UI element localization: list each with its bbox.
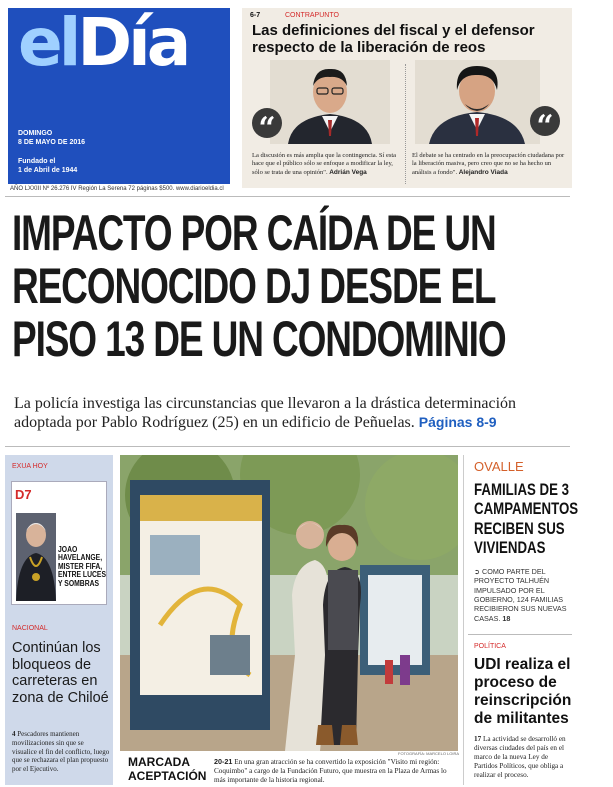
quote-icon: “: [252, 108, 282, 138]
fiscal-quote-text: La discusión es más amplia que la contingencia. Sí esta hace que el público sólo se enfoque a modificar la ley, sólo se trata de una opinión".: [252, 152, 397, 176]
headline-line: RECONOCIDO DJ DESDE EL: [12, 258, 496, 314]
defensor-portrait-image: [415, 60, 540, 144]
contrapunto-pages: 6-7: [250, 12, 261, 19]
main-headline[interactable]: [12, 207, 574, 366]
issue-date: [18, 130, 85, 148]
photo-caption-pages: 20-21: [214, 757, 233, 766]
chiloe-page: 4: [12, 730, 16, 738]
exhibition-photo-image: [120, 455, 458, 751]
main-pages-link[interactable]: Páginas 8-9: [418, 414, 497, 431]
defensor-name: Alejandro Viada: [458, 168, 508, 176]
ovalle-kicker: OVALLE: [474, 459, 524, 474]
udi-page: 17: [474, 735, 482, 743]
viviendas-summary-text: COMO PARTE DEL PROYECTO TALHUÉN IMPULSADO POR EL GOBIERNO, 124 FAMILIAS RECIBIERON SUS NUEVAS CASAS.: [474, 567, 567, 623]
viviendas-page: 18: [502, 613, 511, 623]
contrapunto-title[interactable]: Las definiciones del fiscal y el defensor respecto de la liberación de reos: [252, 22, 535, 56]
logo-dia: Día: [77, 4, 188, 81]
logo-el: el: [18, 4, 78, 81]
supplement-kicker: EXUA HOY: [12, 463, 48, 470]
founded-note: [18, 158, 77, 176]
chiloe-summary-text: Pescadores mantienen movilizaciones sin que se visualice el fin del conflicto, luego que se rechazara el plan propuesto por el Ejecutivo.: [12, 730, 110, 773]
photo-caption-text: En una gran atracción se ha convertido la exposición "Visito mi región: Coquimbo" a cargo de la Fundación Futuro, que muestra en la Plaza de Armas lo más importante de la historia regional.: [214, 758, 447, 784]
main-deck: [14, 394, 574, 432]
issue-meta: AÑO LXXIII Nº 26.276 IV Región La Serena 72 páginas $500. www.diarioeldia.cl: [10, 186, 224, 192]
column-divider: [463, 455, 464, 785]
chiloe-summary: [12, 730, 110, 774]
fiscal-name: Adrián Vega: [329, 168, 367, 176]
havelange-photo-image: [16, 513, 56, 601]
headline-line: PISO 13 DE UN CONDOMINIO: [12, 311, 506, 367]
contrapunto-kicker: CONTRAPUNTO: [285, 12, 339, 19]
nacional-kicker: NACIONAL: [12, 625, 48, 632]
arrow-icon: ➲: [474, 567, 481, 576]
photo-caption-title[interactable]: MARCADA ACEPTACIÓN: [128, 755, 207, 783]
udi-headline[interactable]: UDI realiza el proceso de reinscripción de militantes: [474, 656, 572, 727]
politica-kicker: POLÍTICA: [474, 643, 506, 650]
divider: [468, 634, 572, 635]
photo-credit: FOTOGRAFÍA: MARCELO LOIRA: [398, 751, 460, 756]
founded-line-1: Fundado el: [18, 158, 56, 165]
defensor-quote: [412, 152, 568, 177]
defensor-quote-text: El debate se ha centrado en la preocupación ciudadana por la liberación masiva, pero creo que no se ha hecho un análisis a fondo".: [412, 152, 565, 176]
issue-day: DOMINGO: [18, 130, 53, 137]
fiscal-quote: [252, 152, 397, 177]
udi-summary-text: La actividad se desarrolló en diversas ciudades del país en el marco de la nueva Ley de Partidos Políticos, que obliga a realizar el proceso.: [474, 735, 566, 779]
founded-line-2: 1 de Abril de 1944: [18, 166, 78, 174]
fiscal-portrait-image: [270, 60, 390, 144]
fiscal-portrait: [270, 60, 390, 144]
exhibition-photo[interactable]: [120, 455, 458, 751]
newspaper-logo: [18, 4, 188, 81]
issue-full-date: 8 DE MAYO DE 2016: [18, 138, 86, 146]
d7-headline: JOAO HAVELANGE, MISTER FIFA, ENTRE LUCES Y SOMBRAS: [58, 545, 106, 588]
havelange-photo: [16, 513, 56, 601]
quote-icon: “: [530, 106, 560, 136]
viviendas-summary: [474, 567, 572, 623]
udi-summary: [474, 735, 572, 780]
divider: [5, 196, 570, 197]
headline-line: IMPACTO POR CAÍDA DE UN: [12, 205, 496, 261]
divider: [5, 446, 570, 447]
contrapunto-divider: [405, 64, 406, 184]
main-deck-text: La policía investiga las circunstancias que llevaron a la drástica determinación adoptada por Pablo Rodríguez (25) en un edificio de Peñuelas.: [14, 395, 517, 432]
photo-caption: [214, 757, 458, 785]
defensor-portrait: [415, 60, 540, 144]
viviendas-headline[interactable]: FAMILIAS DE 3 CAMPAMENTOS RECIBEN SUS VIVIENDAS: [474, 480, 579, 558]
d7-logo: D7: [15, 487, 32, 502]
chiloe-headline[interactable]: Continúan los bloqueos de carreteras en zona de Chiloé: [12, 640, 109, 707]
